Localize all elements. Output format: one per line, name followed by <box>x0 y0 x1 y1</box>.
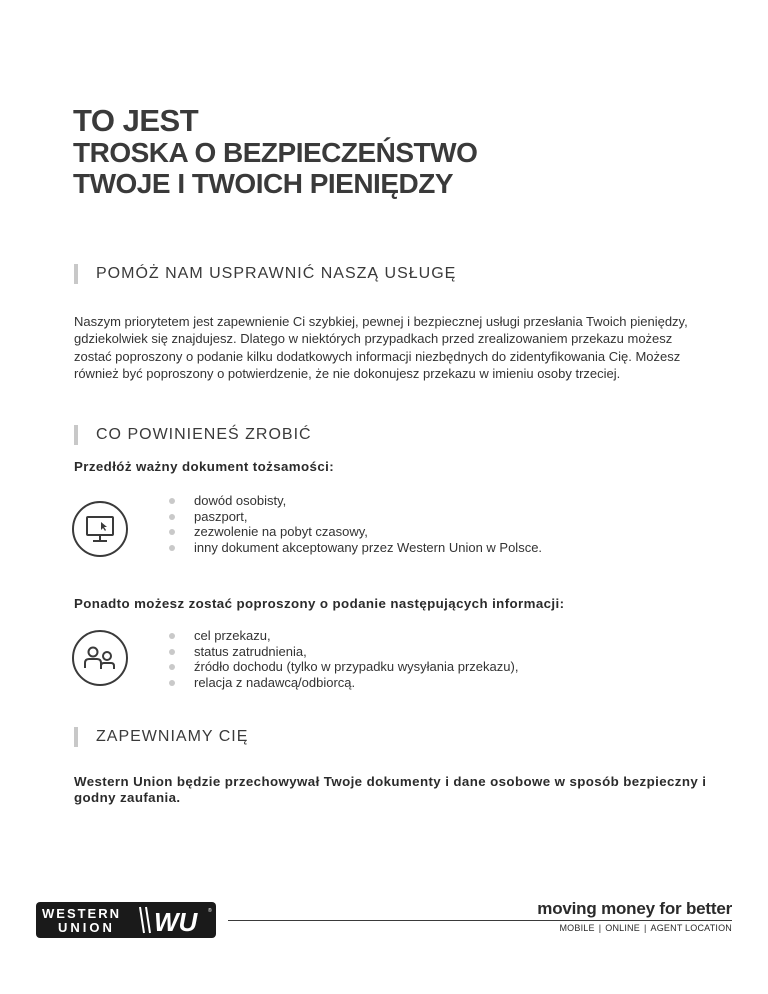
svg-text:®: ® <box>208 908 212 914</box>
list-item: zezwolenie na pobyt czasowy, <box>168 524 542 540</box>
additional-info-list <box>168 628 518 690</box>
title-line-2: TROSKA O BEZPIECZEŃSTWO <box>73 137 478 168</box>
id-document-subheading: Przedłóż ważny dokument tożsamości: <box>74 459 335 474</box>
assurance-text: Western Union będzie przechowywał Twoje dokumenty i dane osobowe w sposób bezpieczny i godny zaufania. <box>74 774 707 805</box>
online-link[interactable]: ONLINE <box>605 923 640 933</box>
list-item: dowód osobisty, <box>168 493 542 509</box>
additional-info-subheading: Ponadto możesz zostać poproszony o podanie następujących informacji: <box>74 596 565 611</box>
svg-text:WU: WU <box>154 907 198 937</box>
footer-links: MOBILE | ONLINE | AGENT LOCATION <box>559 923 732 933</box>
section-heading-we-assure: ZAPEWNIAMY CIĘ <box>74 727 248 747</box>
list-item: źródło dochodu (tylko w przypadku wysyłania przekazu), <box>168 659 518 675</box>
section-heading-help-us: POMÓŻ NAM USPRAWNIĆ NASZĄ USŁUGĘ <box>74 264 456 284</box>
list-item: status zatrudnienia, <box>168 644 518 660</box>
footer-divider <box>228 920 732 921</box>
title-line-1: TO JEST <box>73 103 199 138</box>
title-line-3: TWOJE I TWOICH PIENIĘDZY <box>73 168 454 199</box>
computer-monitor-icon <box>72 501 128 557</box>
agent-location-link[interactable]: AGENT LOCATION <box>650 923 732 933</box>
svg-text:WESTERN: WESTERN <box>42 906 121 921</box>
list-item: relacja z nadawcą/odbiorcą. <box>168 675 518 691</box>
list-item: paszport, <box>168 509 542 525</box>
tagline: moving money for better <box>537 899 732 918</box>
intro-paragraph: Naszym priorytetem jest zapewnienie Ci szybkiej, pewnej i bezpiecznej usługi przesłania Twoich pieniędzy, gdziekolwiek się znajdujesz. Dlatego w niektórych przypadkach przed zrealizowaniem przekazu możesz zostać poproszony o podanie kilku dodatkowych informacji niezbędnych do zidentyfikowania Cię. Możesz również być poproszony o potwierdzenie, że nie dokonujesz przekazu w imieniu osoby trzeciej. <box>74 314 688 381</box>
western-union-logo <box>36 902 216 938</box>
section-heading-what-to-do: CO POWINIENEŚ ZROBIĆ <box>74 425 312 445</box>
svg-text:UNION: UNION <box>58 920 115 935</box>
page-title <box>73 104 477 199</box>
list-item: inny dokument akceptowany przez Western Union w Polsce. <box>168 540 542 556</box>
two-people-icon <box>72 630 128 686</box>
list-item: cel przekazu, <box>168 628 518 644</box>
id-document-list <box>168 493 542 555</box>
mobile-link[interactable]: MOBILE <box>559 923 595 933</box>
